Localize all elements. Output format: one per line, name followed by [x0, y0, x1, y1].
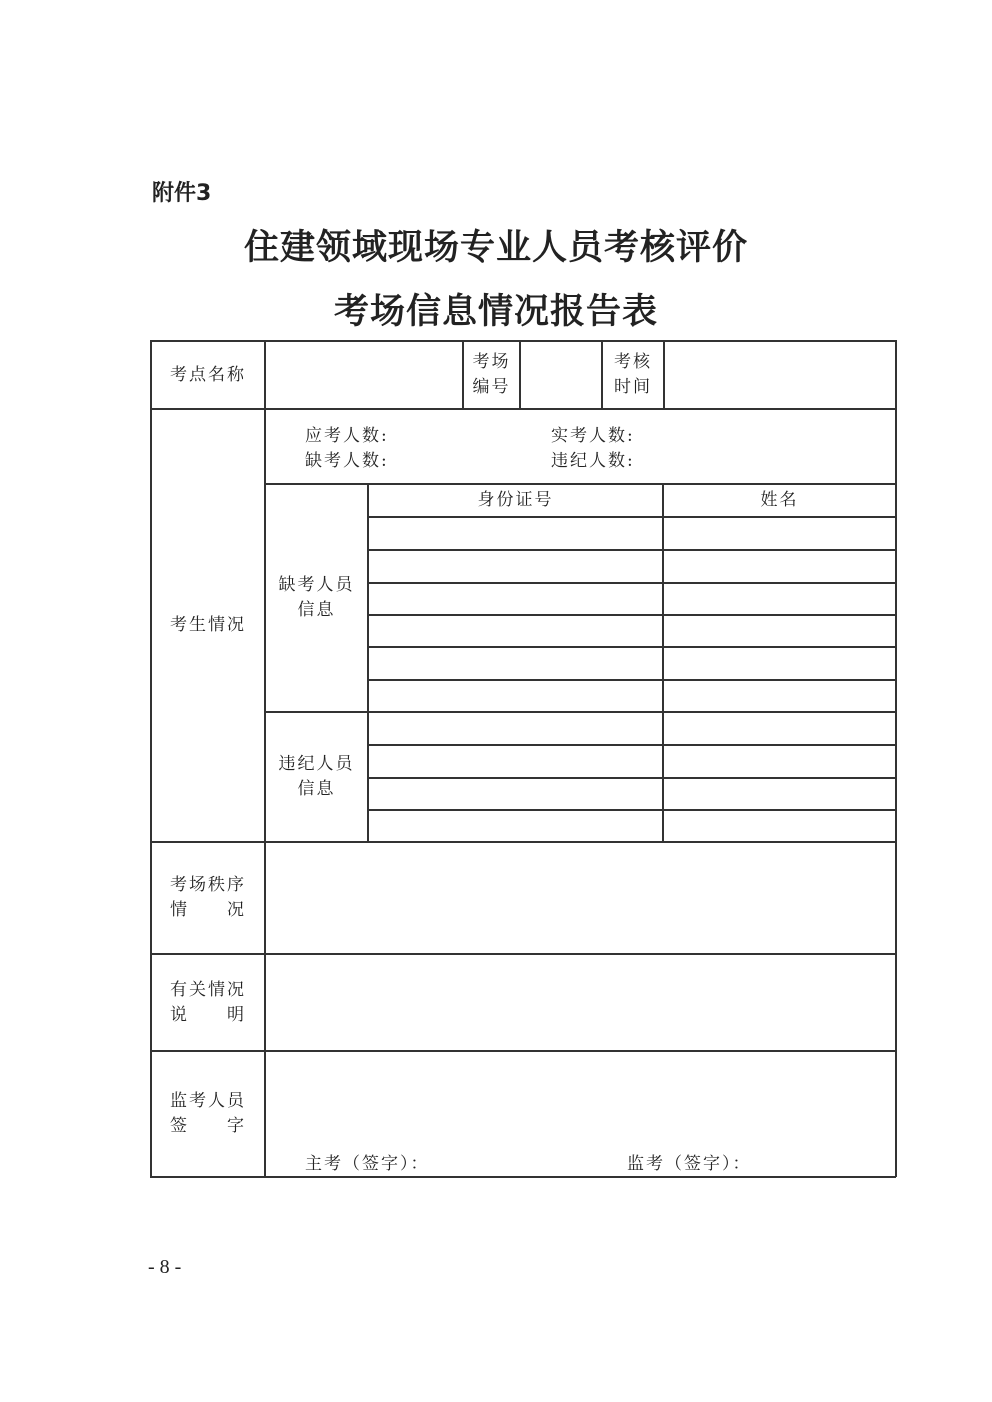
- room-number-label-line1: 考场: [472, 352, 511, 372]
- violation-info-label-line1: 违纪人员: [278, 754, 355, 774]
- col-id-number: 身份证号: [477, 490, 554, 510]
- col-name: 姓名: [760, 490, 799, 510]
- room-number-label-line2: 编号: [472, 377, 511, 397]
- notes-label: [152, 955, 264, 1050]
- violation-count-label: 违纪人数:: [551, 451, 635, 471]
- candidates-section-label: 考生情况: [170, 615, 246, 635]
- signature-label: [152, 1052, 264, 1176]
- attachment-label: 附件3: [152, 181, 212, 206]
- exam-time-label: [603, 342, 663, 408]
- violation-info-label: [266, 713, 367, 841]
- notes-value[interactable]: [266, 955, 895, 1050]
- exam-order-value[interactable]: [266, 843, 895, 953]
- exam-time-label-line1: 考核: [614, 352, 652, 372]
- chief-examiner-signature[interactable]: 主考（签字）：: [305, 1154, 430, 1174]
- absent-info-label-line1: 缺考人员: [278, 575, 355, 595]
- absent-info-label: [266, 485, 367, 711]
- notes-label-line2: 说 明: [170, 1004, 246, 1025]
- actual-count-label: 实考人数:: [551, 426, 635, 446]
- room-number-value[interactable]: [521, 342, 601, 408]
- signature-label-line2: 签 字: [170, 1116, 246, 1136]
- expected-count-label: 应考人数:: [305, 426, 389, 446]
- absent-info-label-line2: 信息: [297, 600, 336, 620]
- exam-order-label-line2: 情 况: [170, 900, 246, 920]
- absent-count-label: 缺考人数:: [305, 451, 389, 471]
- site-name-label: 考点名称: [170, 364, 246, 385]
- page-number: - 8 -: [148, 1256, 182, 1278]
- proctor-signature[interactable]: 监考（签字）：: [627, 1154, 752, 1174]
- exam-order-label-line1: 考场秩序: [170, 875, 246, 895]
- violation-info-label-line2: 信息: [297, 779, 336, 799]
- signature-label-line1: 监考人员: [170, 1091, 246, 1111]
- exam-time-label-line2: 时间: [614, 377, 652, 397]
- exam-time-value[interactable]: [665, 342, 895, 408]
- exam-order-label: [152, 843, 264, 953]
- notes-label-line1: 有关情况: [170, 979, 246, 1000]
- form-title-line1: 住建领域现场专业人员考核评价: [243, 227, 748, 268]
- room-number-label: [464, 342, 519, 408]
- site-name-value[interactable]: [266, 342, 462, 408]
- form-title-line2: 考场信息情况报告表: [333, 291, 658, 332]
